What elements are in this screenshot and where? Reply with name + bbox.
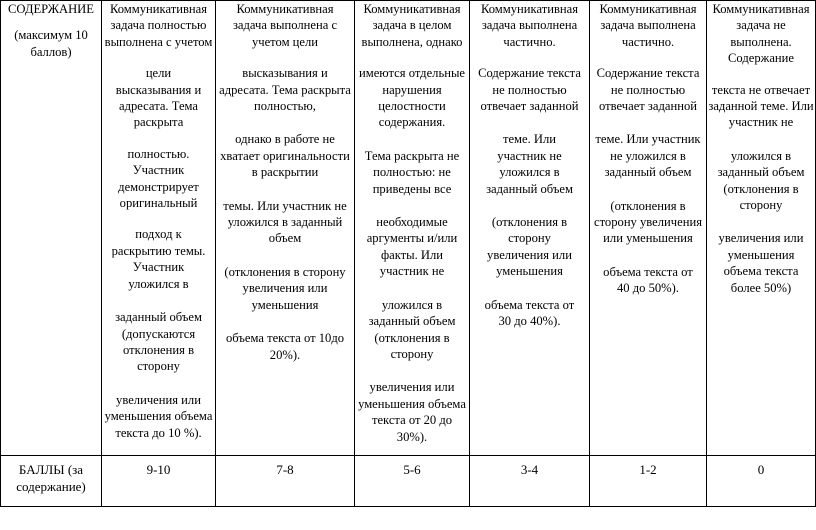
description-cell-col6 (708, 1, 814, 296)
description-paragraph: Коммуникативная задача не выполнена. Содержание (712, 2, 810, 66)
column-divider (354, 0, 355, 507)
description-paragraph: увеличения или уменьшения объема текста более 50%) (718, 231, 804, 295)
score-cell: 9-10 (146, 462, 171, 477)
column-divider (215, 0, 216, 507)
description-paragraph: текста не отвечает заданной теме. Или участник не (708, 82, 814, 130)
description-paragraph: (отклонения в сторону увеличения или уменьшения (487, 215, 572, 279)
score-cell: 7-8 (276, 462, 294, 477)
table-border-bottom (0, 506, 816, 507)
description-cell-col4 (471, 1, 588, 330)
description-paragraph: Коммуникативная задача выполнена частично. (599, 2, 697, 49)
description-paragraph: заданный объем (допускаются отклонения в сторону (115, 310, 202, 374)
description-paragraph: имеются отдельные нарушения целостности содержания. (358, 66, 465, 130)
description-paragraph: Коммуникативная задача выполнена частично. (480, 2, 579, 49)
description-paragraph: Коммуникативная задача полностью выполнена с учетом (104, 2, 213, 49)
description-paragraph: подход к раскрытию темы. Участник уложился в (111, 227, 206, 291)
description-paragraph: уложился в заданный объем (отклонения в сторону (717, 148, 805, 213)
description-paragraph: однако в работе не хватает оригинальности в раскрытии (220, 132, 350, 180)
description-paragraph: Тема раскрыта не полностью: не приведены все (364, 148, 460, 196)
column-divider (589, 0, 590, 507)
description-paragraph: (отклонения в сторону увеличения или уменьшения (224, 264, 346, 312)
description-paragraph: увеличения или уменьшения объема текста до 10 %). (104, 392, 213, 440)
description-paragraph: темы. Или участник не уложился в заданный объем (223, 198, 347, 246)
description-paragraph: теме. Или участник не уложился в заданный объем (595, 132, 701, 180)
description-paragraph: Содержание текста не полностью отвечает заданной (596, 66, 700, 114)
score-cell: 5-6 (403, 462, 421, 477)
criteria-header-cell (2, 1, 100, 60)
description-cell-col2 (217, 1, 353, 363)
description-paragraph: цели высказывания и адресата. Тема раскрыта (115, 66, 202, 130)
row-divider (0, 455, 816, 456)
table-border-left (0, 0, 1, 507)
score-cell: 3-4 (520, 462, 539, 477)
description-paragraph: теме. Или участник не уложился в заданный объем (486, 132, 573, 196)
score-cell: 1-2 (639, 462, 657, 477)
column-divider (469, 0, 470, 507)
description-paragraph: Коммуникативная задача в целом выполнена, однако (361, 2, 463, 49)
description-paragraph: высказывания и адресата. Тема раскрыта полностью, (219, 66, 351, 114)
criteria-label: СОДЕРЖАНИЕ (8, 2, 94, 16)
description-paragraph: (отклонения в сторону увеличения или уменьшения (594, 198, 702, 246)
description-paragraph: объема текста от 30 до 40%). (484, 297, 575, 329)
description-paragraph: необходимые аргументы и/или факты. Или участник не (366, 215, 458, 279)
description-paragraph: объема текста от 10до 20%). (225, 331, 345, 362)
description-cell-col3 (356, 1, 468, 445)
description-paragraph: объема текста от 40 до 50%). (603, 264, 693, 296)
score-cell: 0 (757, 462, 765, 477)
score-row-label: БАЛЛЫ (за содержание) (16, 462, 86, 494)
description-paragraph: полностью. Участник демонстрирует оригинальный (118, 146, 199, 211)
description-paragraph: Коммуникативная задача выполнена с учетом цели (232, 2, 338, 49)
column-divider (101, 0, 102, 507)
criteria-max-score: (максимум 10 баллов) (14, 28, 88, 59)
description-cell-col1 (103, 1, 214, 441)
description-paragraph: увеличения или уменьшения объема текста от 20 до 30%). (358, 380, 466, 444)
description-cell-col5 (591, 1, 705, 297)
column-divider (706, 0, 707, 507)
description-paragraph: Содержание текста не полностью отвечает заданной (478, 66, 581, 114)
description-paragraph: уложился в заданный объем (отклонения в сторону (368, 297, 456, 361)
